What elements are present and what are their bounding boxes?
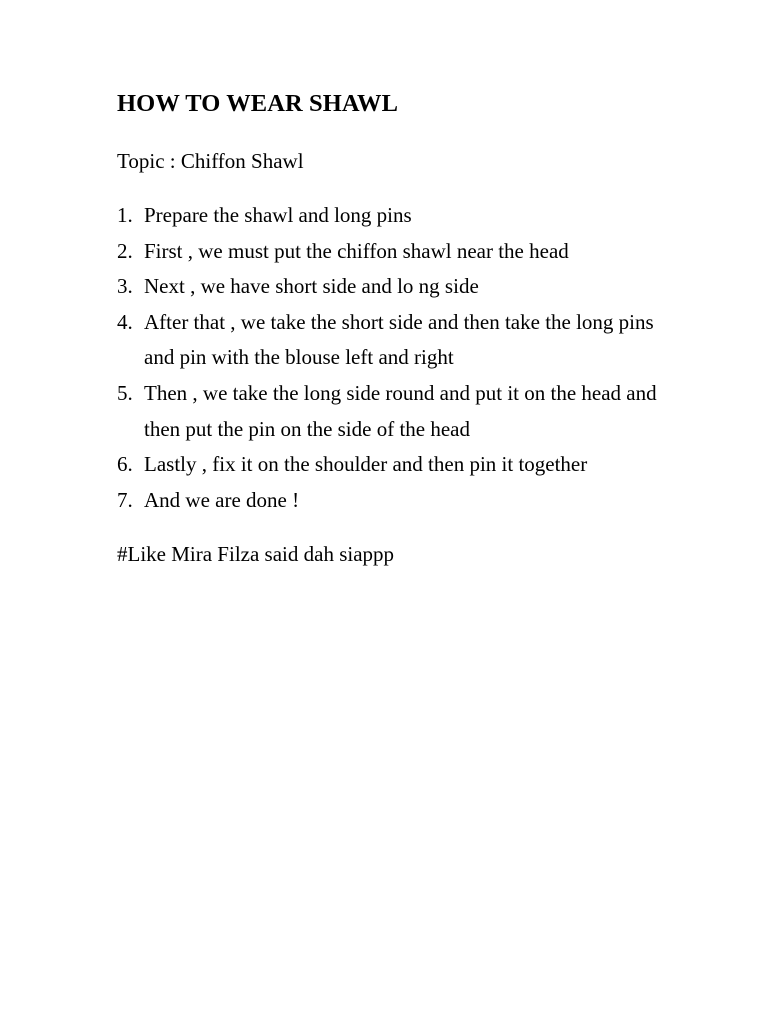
step-text: Next , we have short side and lo ng side [144,274,479,299]
list-item [117,234,677,270]
step-number: 2. [117,238,133,263]
step-number: 1. [117,203,133,227]
list-item [117,447,677,483]
list-item [117,305,677,376]
topic-line: Topic : Chiffon Shawl [117,149,304,173]
step-text: Lastly , fix it on the shoulder and then pin it together [144,452,588,477]
footer-hashtag: #Like Mira Filza said dah siappp [117,542,395,566]
list-item [117,483,677,519]
step-text: Prepare the shawl and long pins [144,203,412,227]
step-text: And we are done ! [144,487,300,512]
step-text: Then , we take the long side round and put it on the head and then put the pin on the side of the head [144,380,657,441]
step-number: 7. [117,487,133,512]
step-text: First , we must put the chiffon shawl near the head [144,238,569,263]
step-text: After that , we take the short side and then take the long pins and pin with the blouse left and right [144,309,654,370]
step-number: 6. [117,452,133,477]
steps-list [117,198,677,518]
document-title: HOW TO WEAR SHAWL [117,90,399,117]
list-item [117,269,677,305]
list-item [117,198,677,234]
step-number: 5. [117,380,133,405]
step-number: 3. [117,274,133,299]
step-number: 4. [117,309,133,334]
list-item [117,376,677,447]
document-page [117,86,677,566]
